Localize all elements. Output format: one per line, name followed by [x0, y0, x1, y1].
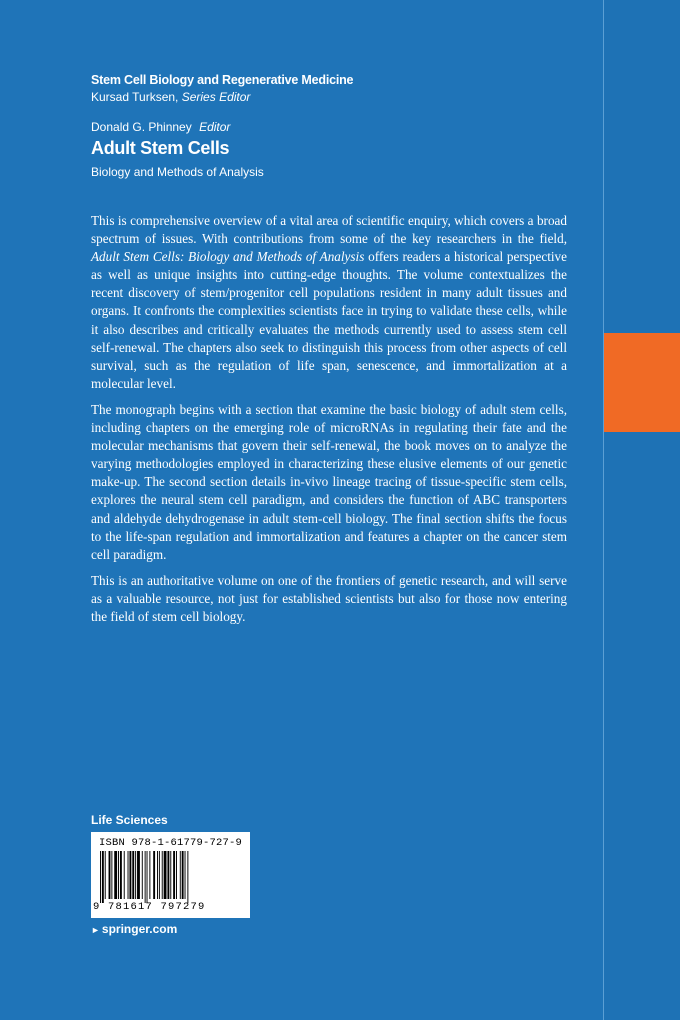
barcode-bar	[162, 851, 163, 899]
spine-divider	[603, 0, 604, 1020]
barcode-bar	[111, 851, 112, 899]
barcode-bar	[149, 851, 150, 899]
orange-accent-tab	[604, 333, 680, 432]
book-description	[91, 212, 567, 634]
barcode-bar	[142, 851, 143, 899]
barcode-bar	[173, 851, 175, 899]
barcode-bar	[109, 851, 111, 899]
barcode-bars	[99, 851, 242, 903]
series-title: Stem Cell Biology and Regenerative Medicine	[91, 73, 354, 87]
p1-text-start: This is comprehensive overview of a vital area of scientific enquiry, which covers a broad spectrum of issues. With contributions from some of the key researchers in the field,	[91, 213, 567, 247]
arrow-right-icon: ►	[91, 925, 100, 935]
barcode-bar	[164, 851, 167, 899]
series-info	[91, 72, 353, 106]
barcode-digits: 9 781617 797279	[93, 901, 206, 913]
barcode-bar	[170, 851, 171, 899]
barcode-bar	[137, 851, 140, 899]
spine-strip	[604, 0, 680, 1020]
barcode-bar	[128, 851, 129, 899]
website-text: springer.com	[101, 922, 178, 936]
isbn-label: ISBN 978-1-61779-727-9	[99, 837, 243, 849]
barcode-bar	[102, 851, 104, 903]
barcode-bar	[145, 851, 146, 903]
barcode-bar	[167, 851, 169, 899]
isbn-barcode	[91, 832, 250, 918]
barcode-bar	[135, 851, 136, 899]
barcode-bar	[153, 851, 155, 899]
barcode-bar	[147, 851, 148, 903]
book-editor-role: Editor	[199, 120, 231, 134]
series-editor-role: Series Editor	[181, 90, 251, 104]
description-paragraph-3: This is an authoritative volume on one of the frontiers of genetic research, and will serve as a valuable resource, not just for established scientists but also for those now entering the field of stem cell biology.	[91, 572, 567, 624]
barcode-bar	[114, 851, 117, 899]
barcode-bar	[157, 851, 158, 899]
book-editor-name: Donald G. Phinney	[91, 120, 192, 134]
p1-text-end: offers readers a historical perspective as well as unique insights into cutting-edge thoughts. The volume contextualizes the recent discovery of stem/progenitor cell populations resident in many adult tissues and organs. It confronts the complexities scientists face in trying to validate these cells, while it also describes and critically evaluates the methods currently used to assess stem cell self-renewal. The chapters also seek to distinguish this process from other aspects of cell survival, such as the regulation of life span, senescence, and immortalization at a molecular level.	[91, 249, 567, 391]
book-subtitle: Biology and Methods of Analysis	[91, 165, 264, 179]
barcode-bar	[176, 851, 177, 899]
barcode-bar	[159, 851, 160, 899]
series-editor	[91, 89, 353, 106]
barcode-bar	[185, 851, 186, 899]
barcode-bar	[180, 851, 181, 899]
series-editor-name: Kursad Turksen,	[91, 90, 179, 104]
book-title: Adult Stem Cells	[91, 138, 230, 158]
barcode-bar	[105, 851, 106, 899]
description-paragraph-2: The monograph begins with a section that examine the basic biology of adult stem cells, including chapters on the emerging role of microRNAs in regulating their fate and the molecular mechanisms that govern their self-renewal, the book moves on to analyze the varying methodologies employed in characterizing these elusive elements of our genetic make-up. The second section details in-vivo lineage tracing of tissue-specific stem cells, explores the neural stem cell paradigm, and considers the function of ABC transporters and aldehyde dehydrogenase in adult stem-cell biology. The final section shifts the focus to the life-span regulation and immortalization and features a chapter on the cancer stem cell paradigm.	[91, 401, 567, 562]
subject-category: Life Sciences	[91, 813, 168, 827]
barcode-bar	[100, 851, 101, 903]
barcode-bar	[187, 851, 188, 903]
book-editor	[91, 120, 230, 134]
barcode-bar	[124, 851, 125, 899]
barcode-bar	[132, 851, 134, 899]
description-paragraph-1	[91, 212, 567, 393]
barcode-bar	[182, 851, 184, 899]
barcode-bar	[118, 851, 119, 899]
website-link[interactable]	[91, 922, 177, 936]
p1-book-title-italic: Adult Stem Cells: Biology and Methods of Analysis	[91, 249, 365, 265]
barcode-bar	[120, 851, 122, 899]
barcode-bar	[129, 851, 131, 899]
